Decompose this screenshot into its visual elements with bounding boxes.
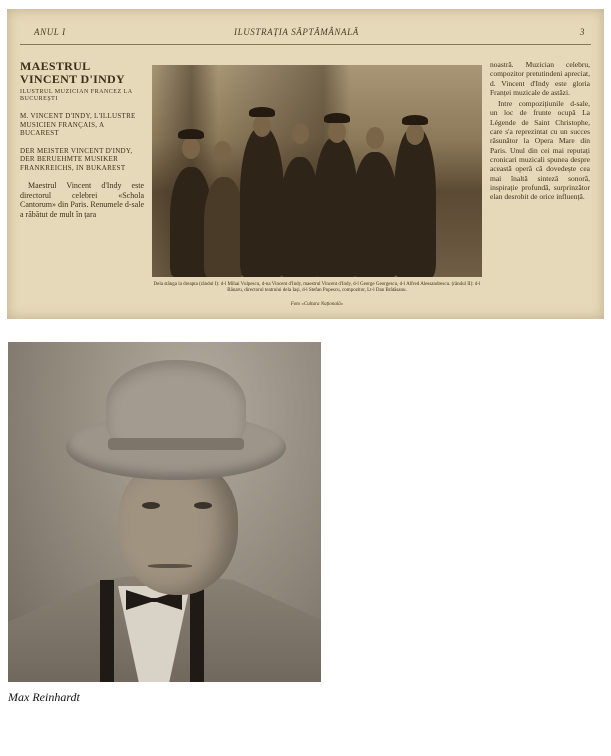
right-column: [490, 60, 590, 203]
group-photo-caption: Dela stânga la dreapta (rândul I): d-l Mihai Vulpescu, d-na Vincent d'Indy, maestrul Vincent d'Indy, d-l George Georgescu, d-l Alfred Alessandrescu. (rândul II): d-l Bânaru, directorul teatrului dela Iași, d-l Stefan Popescu, compozitor, Lt-l Dan Brătăsanu.: [153, 282, 481, 294]
header-publication: ILUSTRAȚIA SĂPTĂMÂNALĂ: [234, 27, 359, 37]
article-body-right-2: Intre compozițiunile d-sale, un loc de frunte ocupă La Légende de Saint Christophe, care s'a reprezintat cu un succes răsunător la Opera Mare din Paris. Unul din cei mai reputați cronicari muzicali spunea despre această operă că dovedește cea mai înaltă sinteză sonoră, inspirație profundă, surprinzător elan desrobit de orice influență.: [490, 99, 590, 202]
portrait-photograph: [8, 342, 321, 682]
clipping-header: [20, 27, 595, 41]
article-body-left: Maestrul Vincent d'Indy este directorul celebrei «Schola Cantorum» din Paris. Renumele d-sale a răbătut de mult în țara: [20, 181, 144, 219]
left-column: [20, 60, 144, 219]
portrait-caption: Max Reinhardt: [8, 690, 80, 704]
article-title-french: M. VINCENT D'INDY, L'ILLUSTRE MUSICIEN FRANÇAIS, A BUCAREST: [20, 112, 136, 137]
article-title-german: DER MEISTER VINCENT D'INDY, DER BERUEHMTE MUSIKER FRANKREICHS, IN BUKAREST: [20, 146, 133, 172]
header-page-number: 3: [579, 27, 585, 37]
group-photograph: [152, 65, 482, 277]
article-subtitle: ILUSTRUL MUZICIAN FRANCEZ LA BUCUREȘTI: [20, 89, 133, 102]
header-rule: [20, 44, 591, 45]
header-volume: ANUL I: [34, 27, 66, 37]
article-title: MAESTRUL VINCENT D'INDY: [20, 59, 125, 86]
group-photo-credit: Foto «Cultura Națională»: [290, 302, 344, 307]
article-body-right-1: noastră. Muzician celebru, compozitor pretutindeni apreciat, d. Vincent d'Indy este gloria Franței muzicale de astăzi.: [490, 60, 590, 97]
